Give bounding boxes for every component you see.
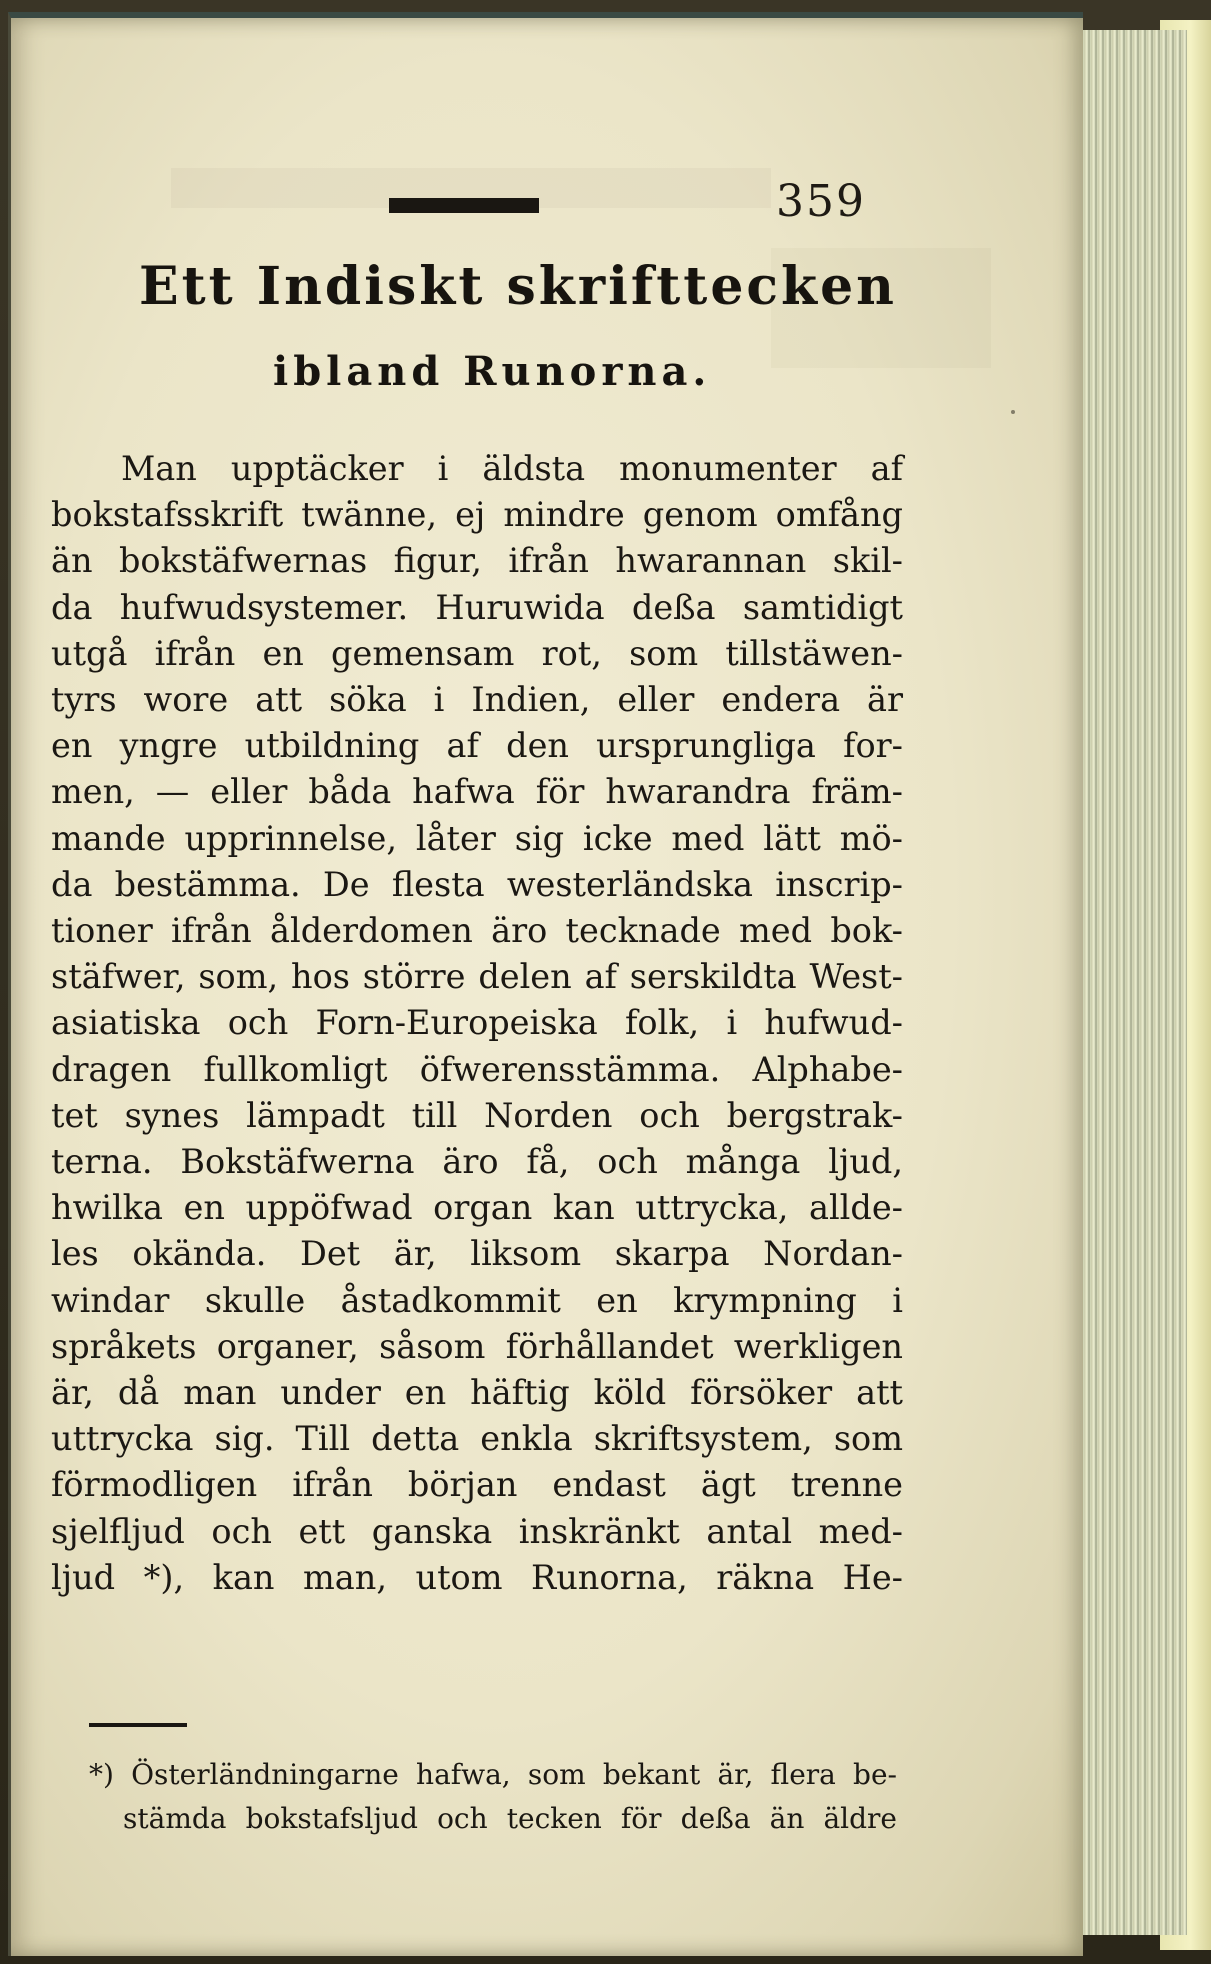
header-rule [389,198,539,213]
book-page [8,12,1083,1956]
body-line: tyrs wore att söka i Indien, eller endera är [51,680,903,720]
body-line: asiatiska och Forn-Europeiska folk, i hufwud- [51,1003,903,1043]
page-stack-edge [1075,30,1187,1935]
body-line: dragen fullkomligt öfwerensstämma. Alphabe- [51,1049,903,1089]
page-number: 359 [776,176,866,227]
body-line: tioner ifrån ålderdomen äro tecknade med bok- [51,911,903,951]
footnote-rule [89,1723,187,1727]
body-line: än bokstäfwernas figur, ifrån hwarannan skil- [51,541,903,581]
chapter-title: Ett Indiskt skrifttecken [139,256,897,317]
body-line: ljud *), kan man, utom Runorna, räkna He- [51,1557,903,1597]
body-line: uttrycka sig. Till detta enkla skriftsystem, som [51,1419,903,1459]
ink-speck [1011,410,1015,414]
body-line: sjelfljud och ett ganska inskränkt antal med- [51,1511,903,1551]
body-line: är, då man under en häftig köld försöker att [51,1373,903,1413]
body-line: bokstafsskrift twänne, ej mindre genom omfång [51,495,903,535]
body-line: utgå ifrån en gemensam rot, som tillstäwen- [51,633,903,673]
footnote-line: *) Österländningarne hafwa, som bekant är, flera be- [89,1758,897,1791]
body-line: språkets organer, såsom förhållandet werkligen [51,1326,903,1366]
footnote [89,1753,897,1841]
body-line: tet synes lämpadt till Norden och bergstrak- [51,1095,903,1135]
body-line: mande upprinnelse, låter sig icke med lätt mö- [51,818,903,858]
body-line: da hufwudsystemer. Huruwida deßa samtidigt [51,587,903,627]
body-line: da bestämma. De flesta westerländska inscrip- [51,864,903,904]
body-line: hwilka en uppöfwad organ kan uttrycka, allde- [51,1188,903,1228]
body-text [51,446,903,1601]
body-line: förmodligen ifrån början endast ägt trenne [51,1465,903,1505]
body-line: en yngre utbildning af den ursprungliga for- [51,726,903,766]
body-line: terna. Bokstäfwerna äro få, och många ljud, [51,1142,903,1182]
body-line: windar skulle åstadkommit en krympning i [51,1280,903,1320]
chapter-subtitle: ibland Runorna. [273,348,712,395]
body-line: Man upptäcker i äldsta monumenter af [121,449,903,488]
body-line: les okända. Det är, liksom skarpa Nordan- [51,1234,903,1274]
body-line: men, — eller båda hafwa för hwarandra främ- [51,772,903,812]
footnote-line: stämda bokstafsljud och tecken för deßa än äldre [123,1802,897,1835]
body-line: stäfwer, som, hos större delen af serskildta West- [51,957,903,997]
